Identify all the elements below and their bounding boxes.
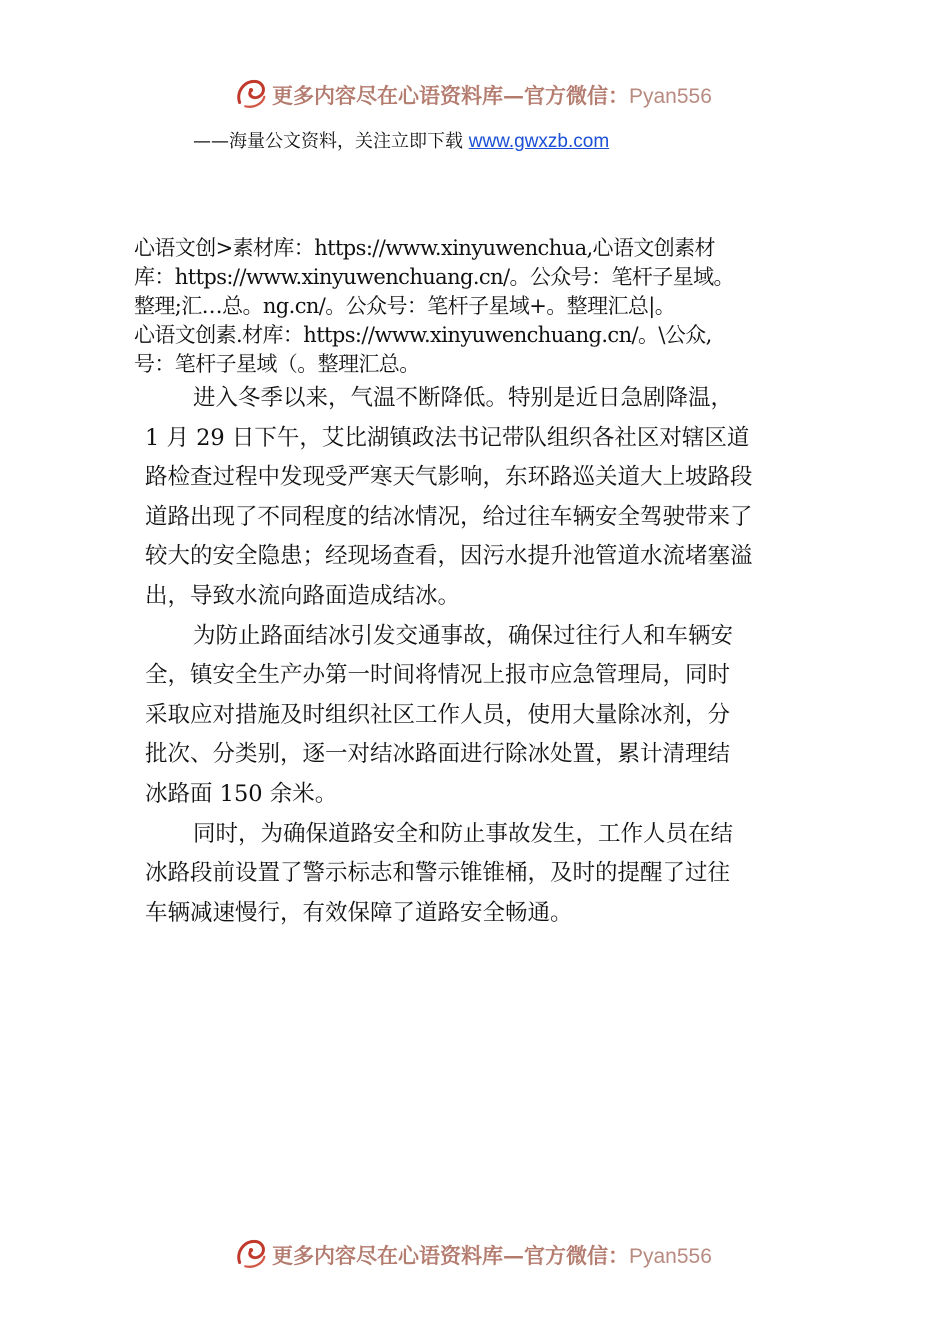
text-line: 道路出现了不同程度的结冰情况，给过往车辆安全驾驶带来了 [145, 503, 753, 530]
text-line: 全，镇安全生产办第一时间将情况上报市应急管理局，同时 [145, 662, 731, 689]
header-wechat-id: Pyan556 [629, 85, 712, 108]
subline-text: ——海量公文资料，关注立即下载 [193, 131, 469, 152]
article-body [145, 379, 825, 933]
text-line: 同时，为确保道路安全和防止事故发生，工作人员在结 [193, 820, 734, 847]
text-line: 冰路段前设置了警示标志和警示锥锥桶，及时的提醒了过往 [145, 860, 731, 887]
footer-banner [0, 1232, 950, 1276]
text-line: 较大的安全隐患；经现场查看，因污水提升池管道水流堵塞溢 [145, 543, 753, 570]
watermark-line: 号：笔杆子星域（。整理汇总。 [134, 352, 420, 376]
footer-banner-text [272, 1240, 712, 1270]
text-line: 批次、分类别，逐一对结冰路面进行除冰处置，累计清理结 [145, 741, 731, 768]
download-link[interactable]: www.gwxzb.com [468, 131, 610, 152]
download-subline [193, 127, 609, 153]
watermark-block [134, 234, 854, 379]
text-line: 出，导致水流向路面造成结冰。 [145, 582, 461, 609]
text-line: 冰路面 150 余米。 [145, 780, 338, 807]
header-banner-label: 更多内容尽在心语资料库—官方微信： [272, 83, 629, 108]
text-line: 1 月 29 日下午，艾比湖镇政法书记带队组织各社区对辖区道 [145, 424, 750, 451]
footer-wechat-id: Pyan556 [629, 1245, 712, 1268]
watermark-line: 库：https://www.xinyuwenchuang.cn/。公众号：笔杆子星域。 [134, 265, 734, 289]
paragraph-1 [145, 379, 825, 617]
header-banner-text [272, 80, 712, 110]
watermark-line: 整理;汇…总。ng.cn/。公众号：笔杆子星域+。整理汇总|。 [134, 294, 676, 318]
text-line: 车辆减速慢行，有效保障了道路安全畅通。 [145, 899, 573, 926]
text-line: 进入冬季以来，气温不断降低。特别是近日急剧降温， [193, 385, 734, 411]
text-line: 采取应对措施及时组织社区工作人员，使用大量除冰剂，分 [145, 701, 731, 728]
watermark-line: 心语文创素.材库：https://www.xinyuwenchuang.cn/。\公众, [134, 323, 712, 347]
header-banner [0, 72, 950, 116]
footer-banner-label: 更多内容尽在心语资料库—官方微信： [272, 1243, 629, 1268]
text-line: 路检查过程中发现受严寒天气影响，东环路巡关道大上坡路段 [145, 464, 753, 491]
paragraph-3 [145, 815, 825, 934]
swirl-logo-icon [232, 1234, 270, 1272]
swirl-logo-icon [232, 74, 270, 112]
watermark-line: 心语文创>素材库：https://www.xinyuwenchua,心语文创素材 [134, 236, 715, 260]
text-line: 为防止路面结冰引发交通事故，确保过往行人和车辆安 [193, 622, 734, 649]
paragraph-2 [145, 617, 825, 815]
